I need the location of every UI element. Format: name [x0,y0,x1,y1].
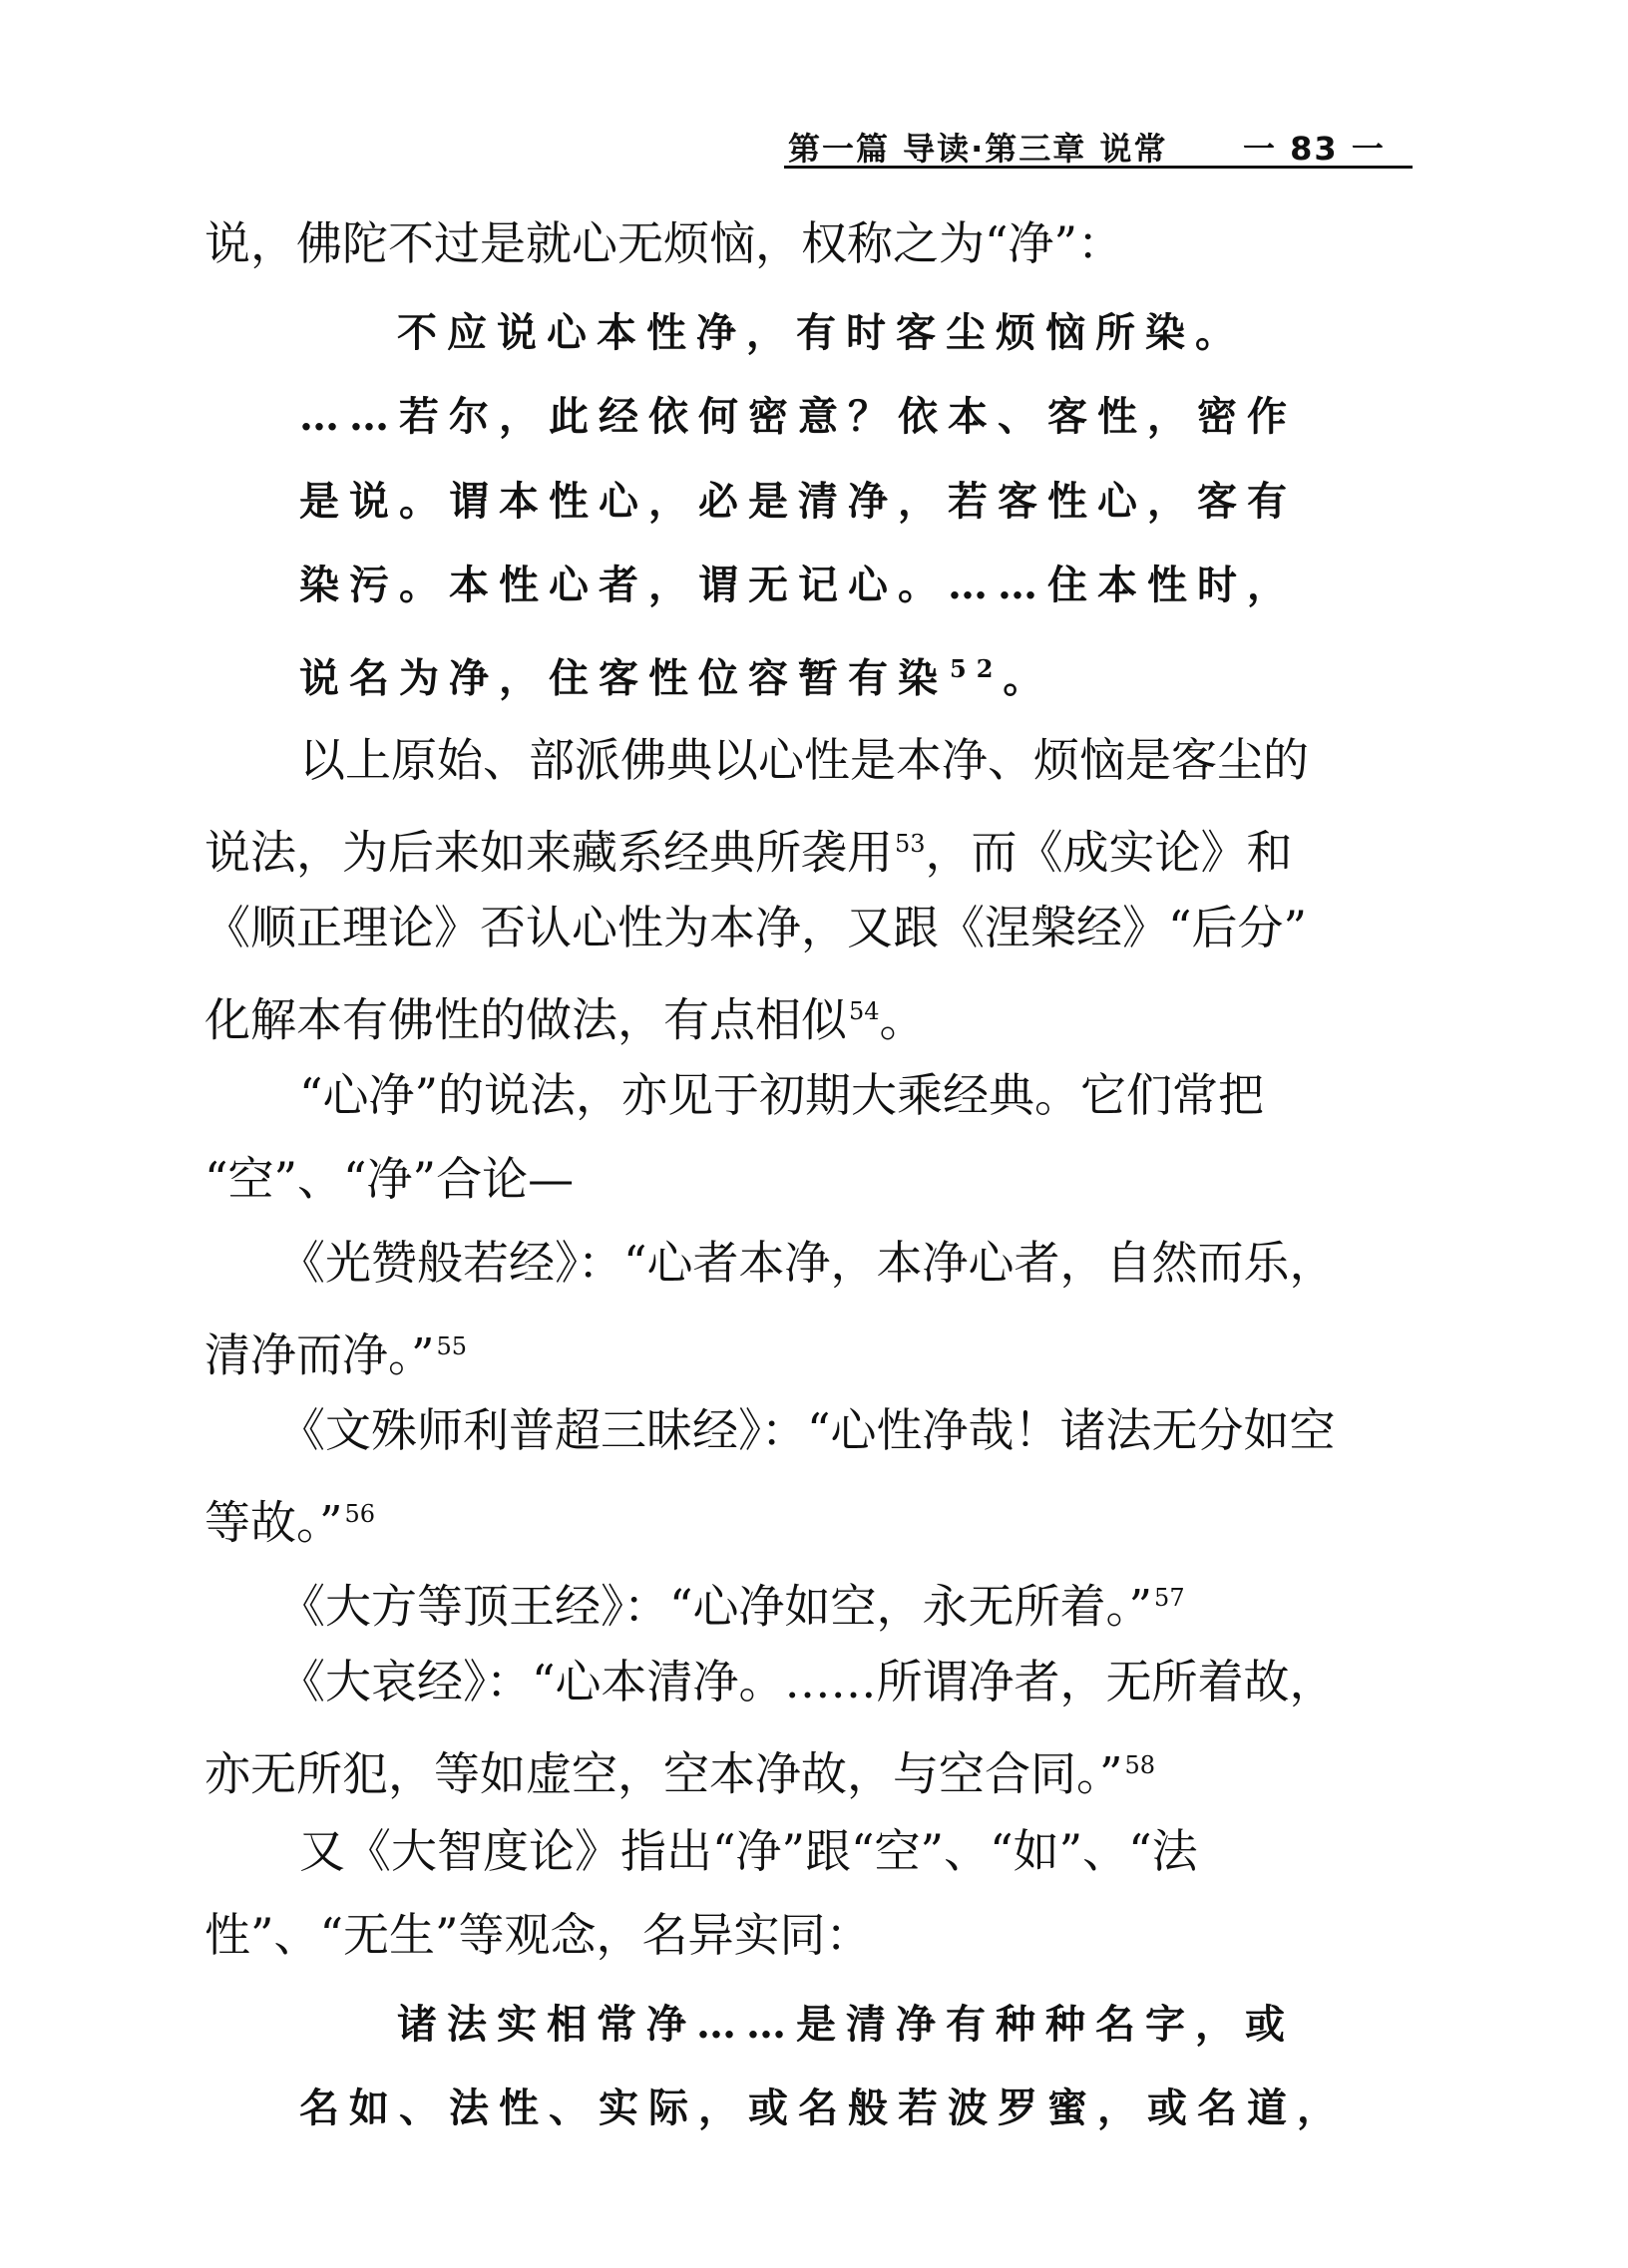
footnote-ref: 57 [1154,1584,1185,1612]
running-header [784,122,1413,169]
text-line: “心净”的说法，亦见于初期大乘经典。它们常把 [299,1068,1265,1122]
quote-line: 是说。谓本性心，必是清净，若客性心，客有 [299,478,1297,525]
footnote-ref: 55 [436,1332,468,1360]
footnote-ref: 53 [895,830,926,858]
text-line: 《光赞般若经》：“心者本净，本净心者，自然而乐， [279,1236,1336,1290]
text-line: 亦无所犯，等如虚空，空本净故，与空合同。”$^{58}$ [204,1746,1156,1801]
quote-line: 染污。本性心者，谓无记心。……住本性时， [299,562,1297,608]
text-line: 《文殊师利普超三昧经》：“心性净哉！诸法无分如空 [279,1403,1336,1457]
text-line: 说法，为后来如来藏系经典所袭用$^{53}$，而《成实论》和 [204,825,1293,880]
footnote-ref: 56 [344,1500,376,1528]
text-line: 清净而净。”$^{55}$ [204,1327,468,1382]
quote-line: 说名为净，住客性位容暂有染$^{52}$。 [299,654,1053,702]
footnote-ref: 58 [1124,1751,1156,1779]
text-line: 《大方等顶王经》：“心净如空，永无所着。”$^{57}$ [279,1579,1185,1634]
header-title: 第一篇 导读·第三章 说常 [788,130,1168,168]
text-line: 以上原始、部派佛典以心性是本净、烦恼是客尘的 [299,733,1309,787]
text-line: “空”、“净”合论— [204,1152,575,1206]
text-line: 《顺正理论》否认心性为本净，又跟《涅槃经》“后分” [204,901,1308,954]
page-number: 一 83 一 [1243,130,1386,168]
text-line: 又《大智度论》指出“净”跟“空”、“如”、“法 [299,1824,1198,1878]
text-line: 等故。”$^{56}$ [204,1495,376,1550]
quote-line: 不应说心本性净，有时客尘烦恼所染。 [397,309,1245,356]
text-line: 性”、“无生”等观念，名异实同： [204,1908,872,1962]
quote-line: 诸法实相常净……是清净有种种名字，或 [397,2001,1295,2048]
text-line: 化解本有佛性的做法，有点相似$^{54}$。 [204,992,926,1047]
text-line: 《大哀经》：“心本清净。……所谓净者，无所着故， [279,1655,1336,1708]
quote-line: 名如、法性、实际，或名般若波罗蜜，或名道， [299,2084,1347,2131]
footnote-ref: 54 [849,997,880,1025]
quote-line: ……若尔，此经依何密意？依本、客性，密作 [299,393,1297,440]
text-line: 说，佛陀不过是就心无烦恼，权称之为“净”： [204,216,1124,270]
footnote-ref: 52 [950,654,1004,683]
